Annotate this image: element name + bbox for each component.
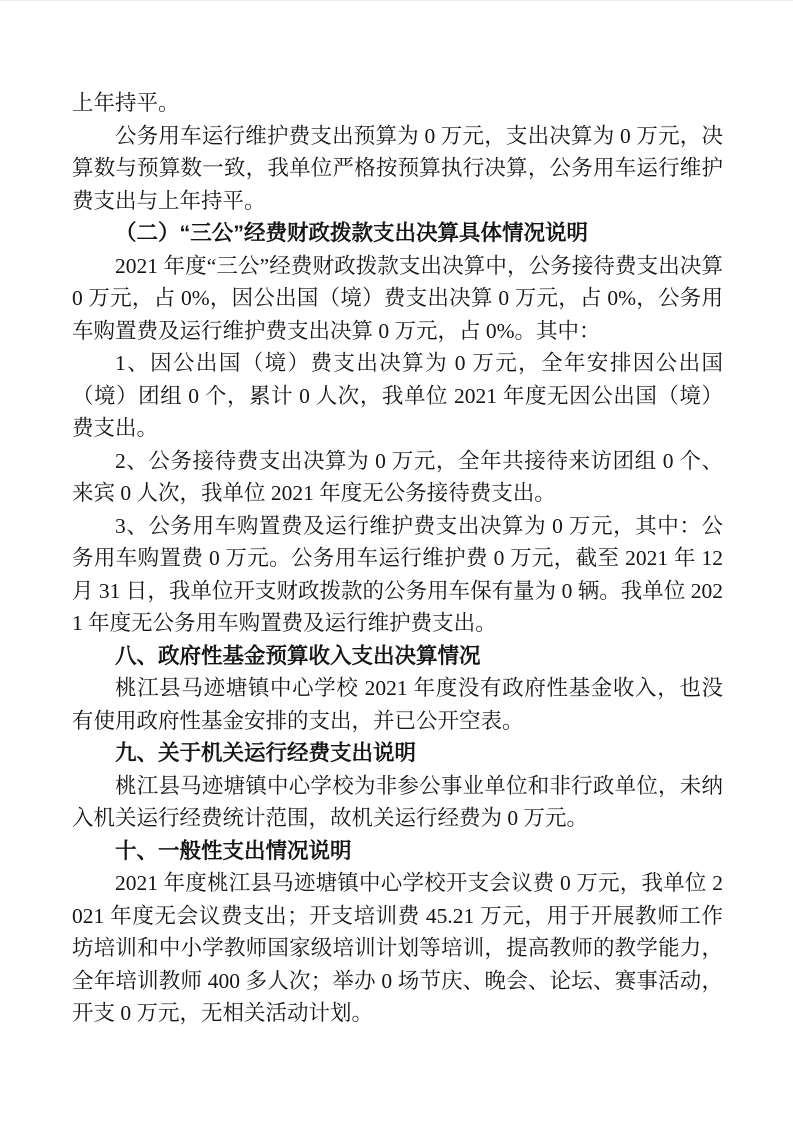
paragraph: 2021 年度“三公”经费财政拨款支出决算中，公务接待费支出决算 0 万元，占 0%，因公出国（境）费支出决算 0 万元，占 0%，公务用车购置费及运行维护费支出决算 0 万元，占 0%。其中： — [72, 253, 723, 343]
paragraph-item-2: 2、公务接待费支出决算为 0 万元，全年共接待来访团组 0 个、来宾 0 人次，我单位 2021 年度无公务接待费支出。 — [72, 448, 723, 505]
paragraph-item-3: 3、公务用车购置费及运行维护费支出决算为 0 万元，其中：公务用车购置费 0 万元。公务用车运行维护费 0 万元，截至 2021 年 12 月 31 日，我单位开支财政拨款的公务用车保有量为 0 辆。我单位 2021 年度无公务用车购置费及运行维护费支出。 — [72, 513, 723, 635]
section-heading-8-government-fund: 八、政府性基金预算收入支出决算情况 — [115, 643, 481, 668]
section-heading-9-agency-operating-expense: 九、关于机关运行经费支出说明 — [115, 741, 417, 765]
paragraph: 桃江县马迹塘镇中心学校 2021 年度没有政府性基金收入，也没有使用政府性基金安排的支出，并已公开空表。 — [72, 676, 723, 733]
section-heading-three-public-detail: （二）“三公”经费财政拨款支出决算具体情况说明 — [115, 221, 589, 245]
document-text-block — [72, 87, 723, 1030]
paragraph-item-1: 1、因公出国（境）费支出决算为 0 万元，全年安排因公出国（境）团组 0 个，累计 0 人次，我单位 2021 年度无因公出国（境）费支出。 — [72, 351, 723, 440]
paragraph: 桃江县马迹塘镇中心学校为非参公事业单位和非行政单位，未纳入机关运行经费统计范围，故机关运行经费为 0 万元。 — [72, 773, 723, 830]
paragraph-continuation: 上年持平。 — [72, 91, 180, 115]
section-heading-10-general-expense: 十、一般性支出情况说明 — [115, 838, 352, 863]
paragraph: 公务用车运行维护费支出预算为 0 万元，支出决算为 0 万元，决算数与预算数一致，我单位严格按预算执行决算，公务用车运行维护费支出与上年持平。 — [72, 123, 723, 213]
paragraph: 2021 年度桃江县马迹塘镇中心学校开支会议费 0 万元，我单位 2021 年度无会议费支出；开支培训费 45.21 万元，用于开展教师工作坊培训和中小学教师国家级培训计划等培训，提高教师的教学能力，全年培训教师 400 多人次；举办 0 场节庆、晚会、论坛、赛事活动，开支 0 万元，无相关活动计划。 — [72, 871, 723, 1025]
